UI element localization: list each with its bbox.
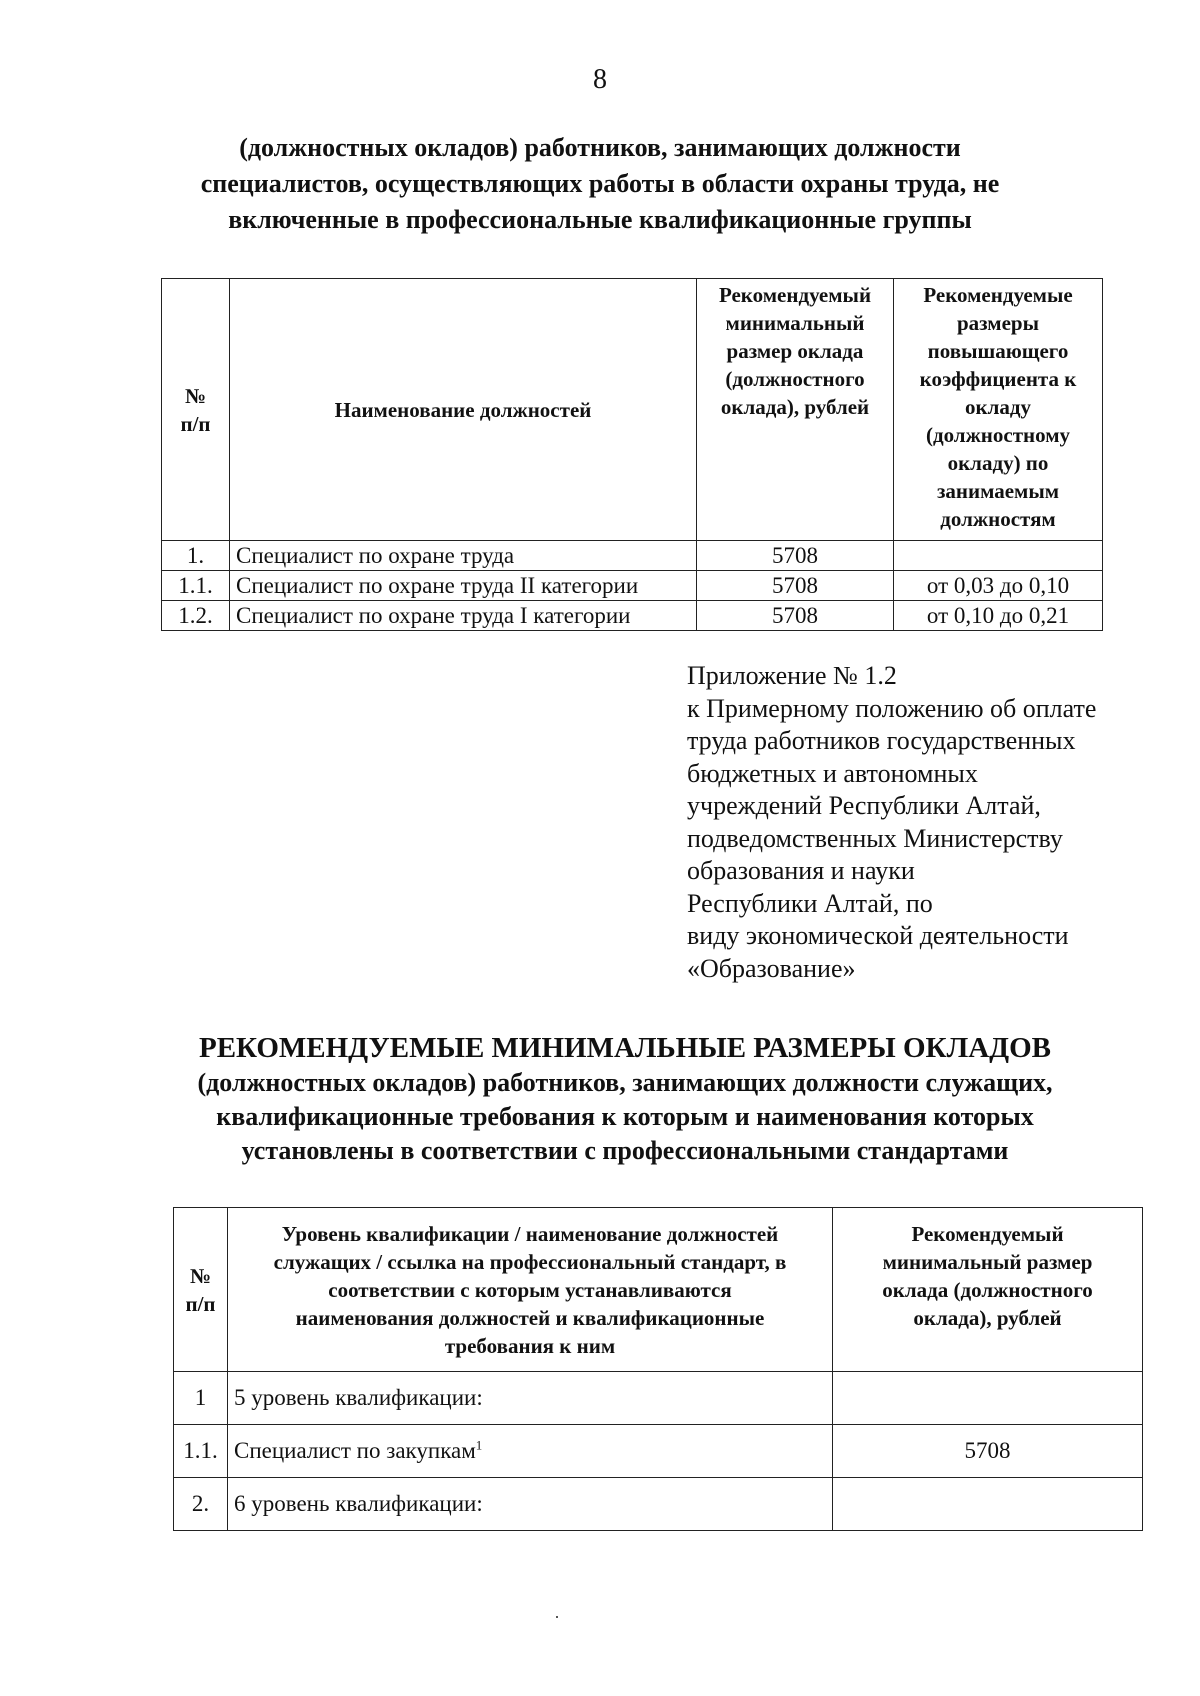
row-number: 1.1. xyxy=(162,571,230,601)
row-number: 1. xyxy=(162,541,230,571)
table-row xyxy=(162,541,1103,571)
heading-line: (должностных окладов) работников, занимающих должности служащих, xyxy=(197,1068,1053,1097)
heading-line: специалистов, осуществляющих работы в области охраны труда, не xyxy=(200,169,1000,198)
position-name-text: Специалист по закупкам xyxy=(234,1438,476,1463)
appendix-line: к Примерному положению об оплате xyxy=(687,693,1097,723)
section-heading xyxy=(150,1030,1100,1168)
coefficient: от 0,03 до 0,10 xyxy=(894,571,1103,601)
heading-line: установлены в соответствии с профессиональными стандартами xyxy=(241,1136,1009,1165)
min-salary xyxy=(833,1372,1143,1425)
heading-title: РЕКОМЕНДУЕМЫЕ МИНИМАЛЬНЫЕ РАЗМЕРЫ ОКЛАДОВ xyxy=(198,1032,1051,1064)
col-header-number: № п/п xyxy=(174,1208,228,1372)
appendix-line: подведомственных Министерству xyxy=(687,823,1063,853)
page-number: 8 xyxy=(593,64,607,95)
min-salary: 5708 xyxy=(697,601,894,631)
appendix-line: «Образование» xyxy=(687,953,856,983)
table-header-row xyxy=(162,279,1103,541)
heading-line: включенные в профессиональные квалификационные группы xyxy=(228,205,972,234)
appendix-reference xyxy=(687,660,1167,985)
row-number: 1.2. xyxy=(162,601,230,631)
salary-table-labor-safety xyxy=(161,278,1103,631)
appendix-line: труда работников государственных xyxy=(687,726,1076,755)
col-header-position-name: Наименование должностей xyxy=(230,279,697,541)
min-salary: 5708 xyxy=(697,541,894,571)
heading-line: квалификационные требования к которым и наименования которых xyxy=(216,1102,1034,1131)
qualification-level: 5 уровень квалификации: xyxy=(228,1372,833,1425)
row-number: 2. xyxy=(174,1478,228,1531)
col-header-qualification: Уровень квалификации / наименование должностей служащих / ссылка на профессиональный стандарт, в соответствии с которым устанавливаются наименования должностей и квалификационные требования к ним xyxy=(228,1208,833,1372)
table-row xyxy=(174,1425,1143,1478)
table-row xyxy=(174,1372,1143,1425)
table-row xyxy=(174,1478,1143,1531)
appendix-line: виду экономической деятельности xyxy=(687,921,1069,950)
col-header-coefficient: Рекомендуемые размеры повышающего коэффициента к окладу (должностному окладу) по занимаемым должностям xyxy=(894,279,1103,541)
col-header-min-salary: Рекомендуемый минимальный размер оклада (должностного оклада), рублей xyxy=(833,1208,1143,1372)
appendix-line: учреждений Республики Алтай, xyxy=(687,791,1041,820)
row-number: 1.1. xyxy=(174,1425,228,1478)
scan-speck xyxy=(556,1616,558,1618)
appendix-line: Республики Алтай, по xyxy=(687,888,933,918)
coefficient: от 0,10 до 0,21 xyxy=(894,601,1103,631)
appendix-line: образования и науки xyxy=(687,856,915,885)
position-name: Специалист по охране труда xyxy=(230,541,697,571)
salary-table-prof-standards xyxy=(173,1207,1143,1531)
heading-line: (должностных окладов) работников, занимающих должности xyxy=(239,133,961,162)
appendix-line: бюджетных и автономных xyxy=(687,758,978,788)
min-salary xyxy=(833,1478,1143,1531)
col-header-number: № п/п xyxy=(162,279,230,541)
table-header-row xyxy=(174,1208,1143,1372)
footnote-marker: 1 xyxy=(475,1437,483,1453)
appendix-line: Приложение № 1.2 xyxy=(687,661,897,690)
table-row xyxy=(162,601,1103,631)
qualification-level: 6 уровень квалификации: xyxy=(228,1478,833,1531)
section-heading-continued xyxy=(150,130,1050,238)
row-number: 1 xyxy=(174,1372,228,1425)
position-name: Специалист по охране труда II категории xyxy=(230,571,697,601)
position-name xyxy=(228,1425,833,1478)
min-salary: 5708 xyxy=(697,571,894,601)
col-header-min-salary: Рекомендуемый минимальный размер оклада (должностного оклада), рублей xyxy=(697,279,894,541)
coefficient xyxy=(894,541,1103,571)
table-row xyxy=(162,571,1103,601)
position-name: Специалист по охране труда I категории xyxy=(230,601,697,631)
min-salary: 5708 xyxy=(833,1425,1143,1478)
